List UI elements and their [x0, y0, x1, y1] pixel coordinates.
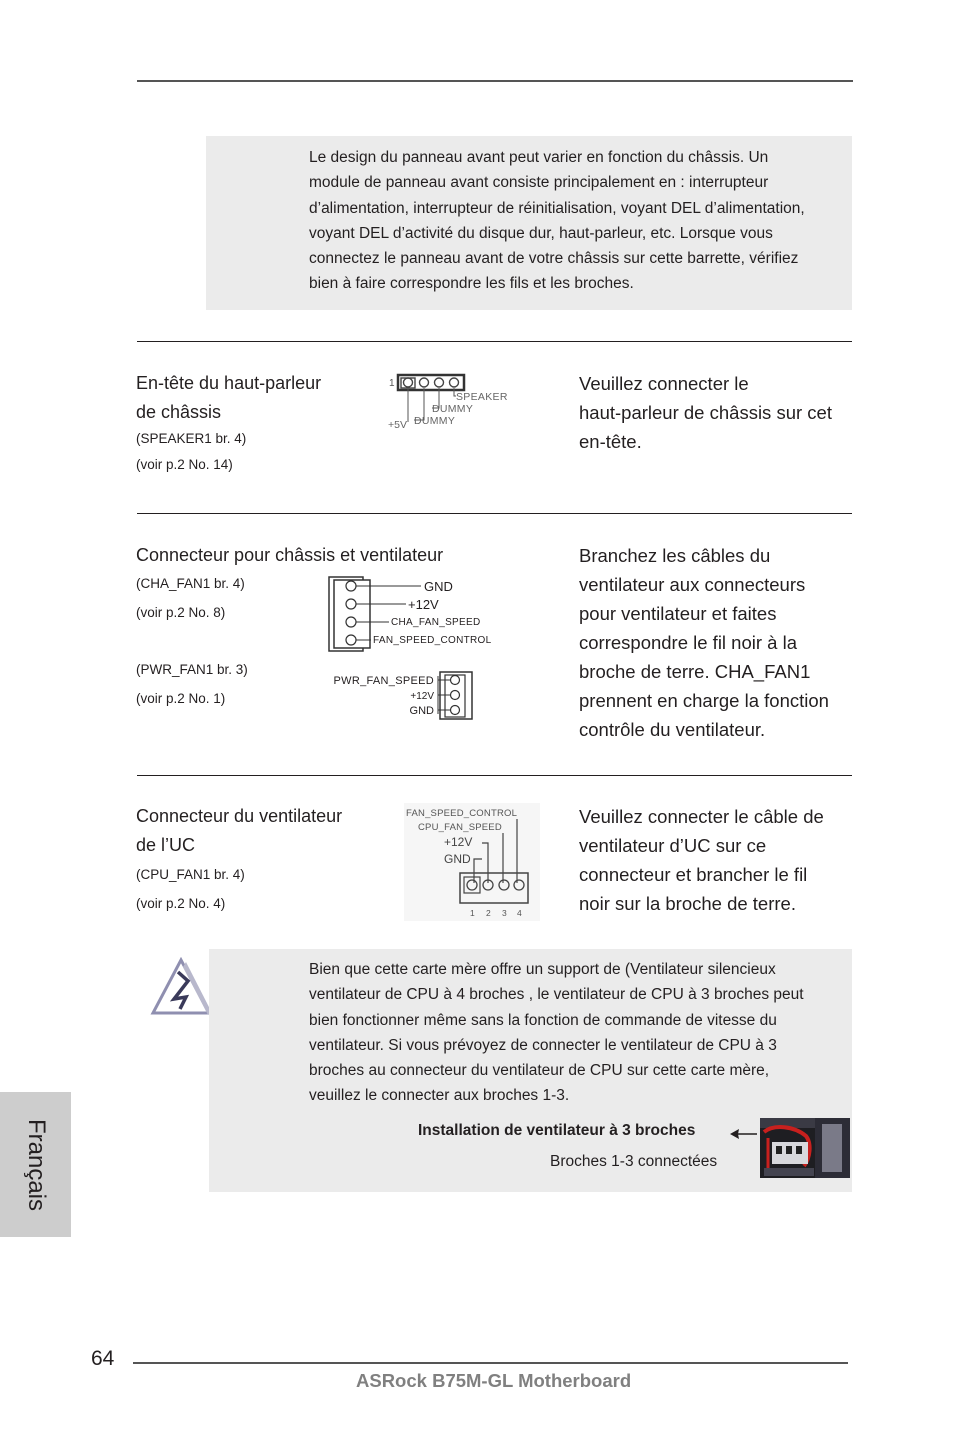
- language-tab-label: Français: [22, 1118, 50, 1211]
- pwr-fan-diagram: [320, 668, 480, 722]
- note-line: ventilateur. Si vous prévoyez de connecter le ventilateur de CPU à 3: [309, 1036, 777, 1054]
- speaker-header-diagram: [386, 370, 516, 432]
- speaker-pin-info: (SPEAKER1 br. 4): [136, 431, 247, 446]
- desc-line: contrôle du ventilateur.: [579, 719, 766, 740]
- desc-line: correspondre le fil noir à la: [579, 632, 797, 653]
- footer-title: ASRock B75M-GL Motherboard: [356, 1370, 632, 1391]
- note-line: Bien que cette carte mère offre un support de (Ventilateur silencieux: [309, 961, 776, 978]
- cpu-fan-description: [579, 802, 854, 918]
- speaker-title-cont: de châssis: [136, 402, 222, 422]
- warning-triangle-icon: [148, 957, 212, 1017]
- note-front-panel-text: [309, 145, 854, 297]
- install-title: Installation de ventilateur à 3 broches: [418, 1122, 696, 1139]
- note-line: bien fonctionner même sans la fonction de commande de vitesse du: [309, 1011, 777, 1029]
- arrow-left-icon: [730, 1127, 758, 1141]
- desc-line: Branchez les câbles du: [579, 545, 771, 566]
- note-line: broches au connecteur du ventilateur de CPU sur cette carte mère,: [309, 1062, 770, 1080]
- pin-number-2: 2: [486, 908, 491, 918]
- desc-line: broche de terre. CHA_FAN1: [579, 661, 811, 682]
- fan-speed-control-label: FAN_SPEED_CONTROL: [373, 635, 492, 646]
- page-number: 64: [91, 1347, 115, 1370]
- pwr-fan-ref: (voir p.2 No. 1): [136, 691, 226, 706]
- gnd-label: GND: [409, 705, 434, 717]
- note-line: ventilateur de CPU à 4 broches , le ventilateur de CPU à 3 broches peut: [309, 986, 804, 1004]
- cpu-fan-speed-label: CPU_FAN_SPEED: [418, 822, 502, 833]
- desc-line: noir sur la broche de terre.: [579, 893, 796, 914]
- pin-number-4: 4: [517, 908, 522, 918]
- language-tab: [0, 1092, 71, 1237]
- desc-line: haut-parleur de châssis sur cet: [579, 402, 832, 423]
- desc-line: Veuillez connecter le: [579, 373, 749, 394]
- speaker-label: SPEAKER: [456, 391, 508, 403]
- note-line: veuillez le connecter aux broches 1-3.: [309, 1087, 570, 1105]
- pin1-label: 1: [389, 378, 395, 389]
- fan-speed-control-label: FAN_SPEED_CONTROL: [406, 808, 518, 819]
- section-divider: [137, 775, 852, 776]
- cpu-fan-pin-info: (CPU_FAN1 br. 4): [136, 867, 245, 882]
- note-line: Le design du panneau avant peut varier en fonction du châssis. Un: [309, 149, 769, 166]
- section-divider: [137, 341, 852, 342]
- v12-label: +12V: [444, 835, 473, 849]
- speaker-description: [579, 369, 854, 456]
- desc-line: connecteur et brancher le fil: [579, 864, 808, 885]
- desc-line: Veuillez connecter le câble de: [579, 806, 824, 827]
- v12-label: +12V: [410, 691, 434, 702]
- pwr-fan-speed-label: PWR_FAN_SPEED: [333, 675, 434, 687]
- desc-line: prennent en charge la fonction: [579, 690, 829, 711]
- cpu-fan-section: [136, 802, 386, 918]
- note-line: voyant DEL d’activité du disque dur, haut-parleur, etc. Lorsque vous: [309, 224, 773, 242]
- gnd-label: GND: [424, 579, 453, 594]
- note-line: d’alimentation, interrupteur de réinitialisation, voyant DEL d’alimentation,: [309, 199, 805, 217]
- plus5v-label: +5V: [388, 419, 407, 431]
- speaker-section: [136, 369, 386, 479]
- cha-fan-pin-info: (CHA_FAN1 br. 4): [136, 576, 245, 591]
- pin-number-3: 3: [502, 908, 507, 918]
- note-line: connectez le panneau avant de votre châssis sur cette barrette, vérifiez: [309, 250, 799, 268]
- pwr-fan-pin-info: (PWR_FAN1 br. 3): [136, 662, 248, 677]
- desc-line: pour ventilateur et faites: [579, 603, 777, 624]
- speaker-ref: (voir p.2 No. 14): [136, 457, 233, 472]
- dummy-label: DUMMY: [432, 403, 474, 415]
- fan-installation-photo: [760, 1118, 850, 1178]
- v12-label: +12V: [408, 597, 439, 612]
- dummy-label: DUMMY: [414, 415, 456, 427]
- gnd-label: GND: [444, 852, 471, 866]
- section-divider: [137, 513, 852, 514]
- chassis-fan-description: [579, 541, 854, 744]
- top-rule: [137, 80, 853, 82]
- cha-fan-ref: (voir p.2 No. 8): [136, 605, 226, 620]
- desc-line: en-tête.: [579, 431, 642, 452]
- cpu-fan-title-cont: de l’UC: [136, 835, 196, 855]
- note-line: module de panneau avant consiste principalement en : interrupteur: [309, 174, 769, 192]
- note-cpu-fan-text: [309, 957, 854, 1109]
- desc-line: ventilateur aux connecteurs: [579, 574, 806, 595]
- chassis-fan-title: Connecteur pour châssis et ventilateur: [136, 545, 444, 565]
- install-subtitle: Broches 1-3 connectées: [550, 1153, 718, 1170]
- cpu-fan-diagram: [404, 803, 540, 921]
- desc-line: ventilateur d’UC sur ce: [579, 835, 767, 856]
- note-line: bien à faire correspondre les fils et les broches.: [309, 275, 634, 293]
- footer-rule: [133, 1362, 848, 1364]
- cha-fan-speed-label: CHA_FAN_SPEED: [391, 617, 481, 628]
- speaker-title: En-tête du haut-parleur: [136, 373, 322, 393]
- cpu-fan-title: Connecteur du ventilateur: [136, 806, 343, 826]
- cha-fan-diagram: [320, 572, 520, 656]
- cpu-fan-ref: (voir p.2 No. 4): [136, 896, 226, 911]
- pin-number-1: 1: [470, 908, 475, 918]
